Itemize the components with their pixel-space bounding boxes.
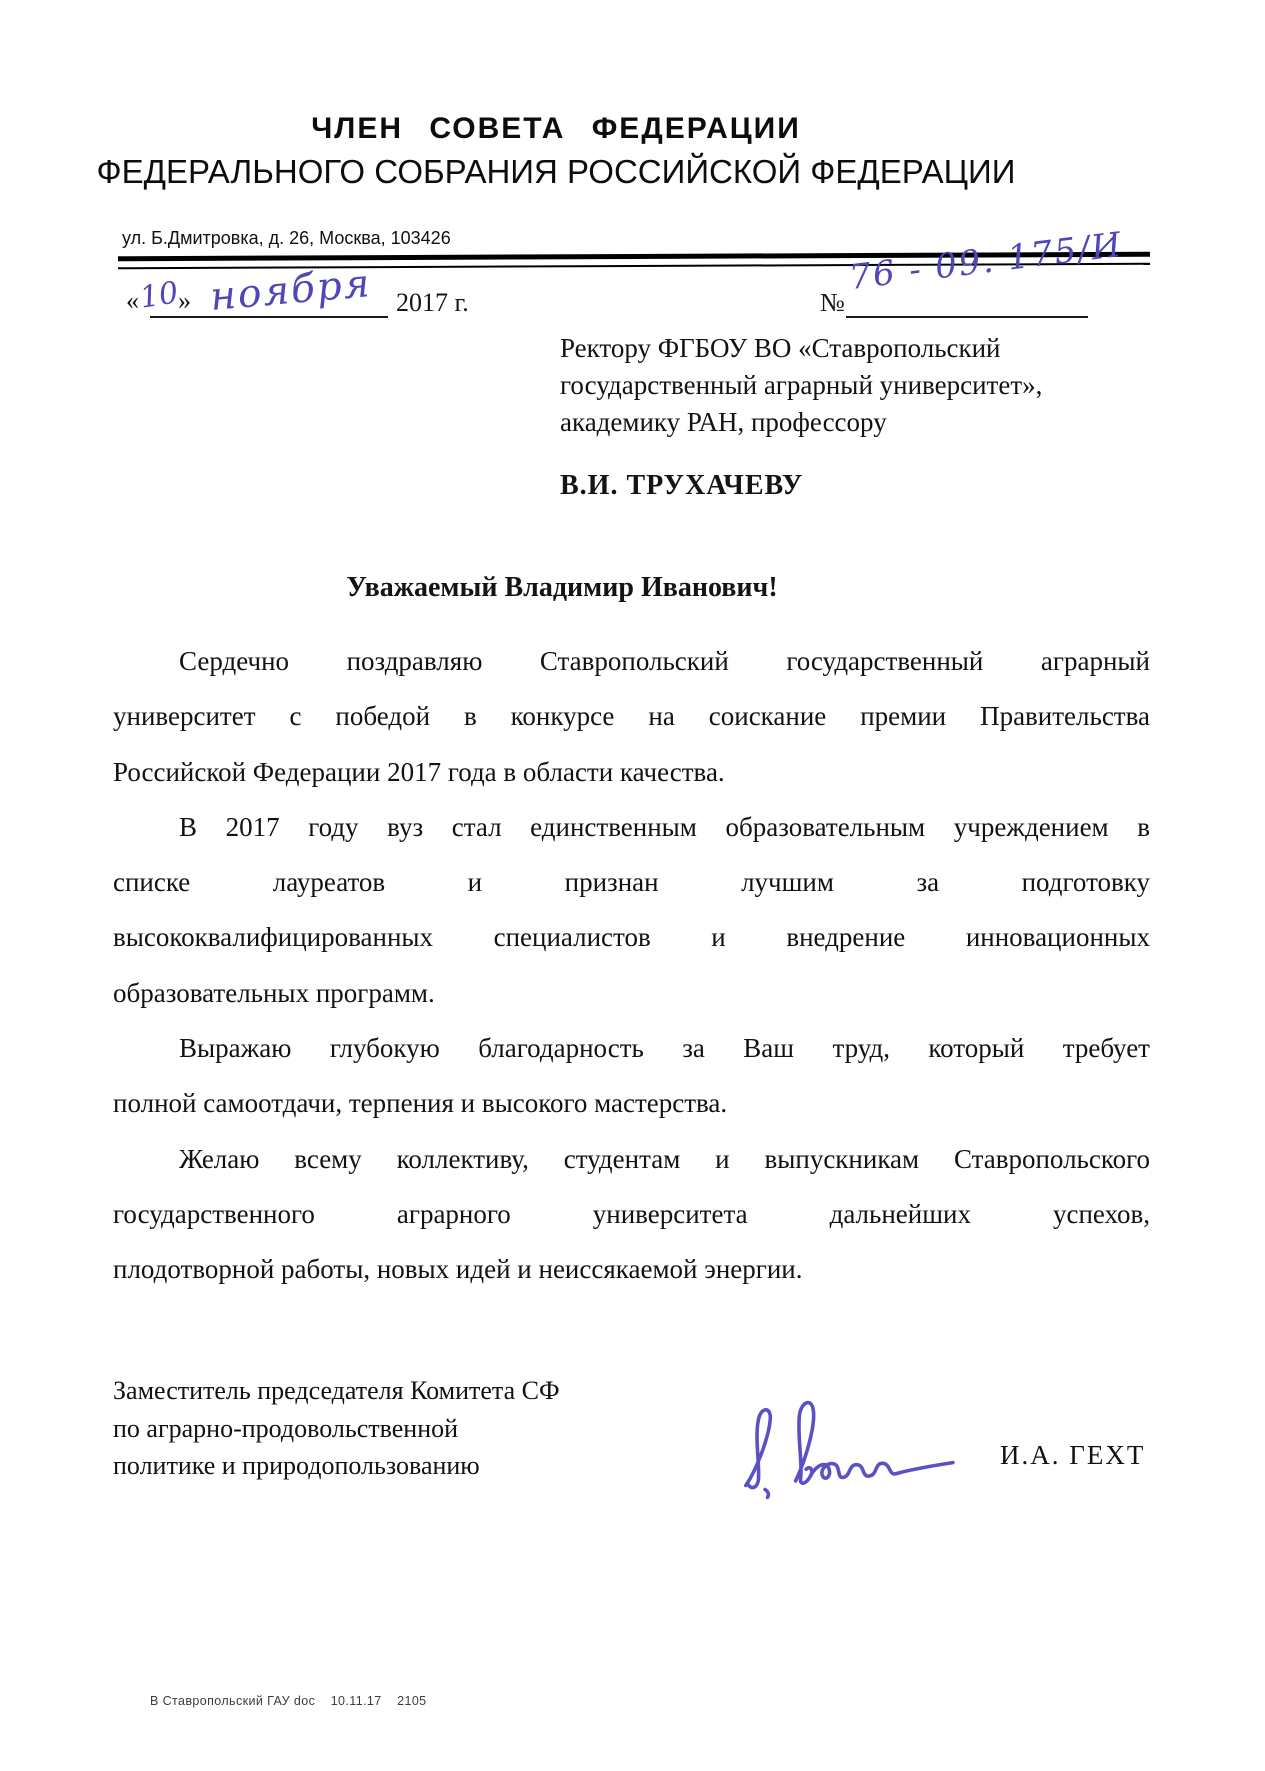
body-line: университет с победой в конкурсе на соискание премии Правительства	[113, 701, 1150, 732]
recipient-line: Ректору ФГБОУ ВО «Ставропольский	[560, 333, 1001, 363]
signer-name: И.А. ГЕХТ	[1000, 1440, 1146, 1470]
signoff-position-block	[113, 1372, 560, 1485]
letterhead-title-line2: ФЕДЕРАЛЬНОГО СОБРАНИЯ РОССИЙСКОЙ ФЕДЕРАЦИИ	[96, 153, 1016, 190]
body-line: Сердечно поздравляю Ставропольский государственный аграрный	[179, 646, 1150, 676]
body-line: высококвалифицированных специалистов и внедрение инновационных	[113, 922, 1150, 953]
number-sign: №	[820, 288, 845, 317]
recipient-line: академику РАН, профессору	[560, 407, 887, 437]
recipient-line: государственный аграрный университет»,	[560, 370, 1043, 400]
signoff-position-line: политике и природопользованию	[113, 1451, 480, 1480]
recipient-block	[560, 330, 1042, 441]
body-line: полной самоотдачи, терпения и высокого мастерства.	[113, 1088, 728, 1119]
body-line: Желаю всему коллективу, студентам и выпускникам Ставропольского	[179, 1143, 1150, 1174]
body-line: Выражаю глубокую благодарность за Ваш труд, который требует	[179, 1033, 1150, 1064]
number-underline	[846, 316, 1088, 318]
salutation: Уважаемый Владимир Иванович!	[346, 572, 778, 603]
body-line: образовательных программ.	[113, 977, 435, 1008]
printed-year: 2017 г.	[396, 288, 469, 317]
handwritten-signature-icon	[729, 1390, 970, 1506]
letterhead	[0, 112, 1112, 191]
recipient-name: В.И. ТРУХАЧЕВУ	[560, 470, 804, 501]
handwritten-number: 76 - 09. 175/И	[847, 224, 1126, 298]
signoff-position-line: по аграрно-продовольственной	[113, 1413, 459, 1443]
handwritten-day: 10	[137, 275, 181, 316]
handwritten-month: ноября	[208, 261, 374, 320]
body-line: плодотворной работы, новых идей и неиссякаемой энергии.	[113, 1254, 803, 1285]
footer-stamp-note: В Ставропольский ГАУ doc 10.11.17 2105	[150, 1694, 427, 1708]
body-line: государственного аграрного университета дальнейших успехов,	[113, 1198, 1150, 1229]
date-underline	[150, 316, 388, 318]
body-line: Российской Федерации 2017 года в области качества.	[113, 756, 725, 787]
signoff-position-line: Заместитель председателя Комитета СФ	[113, 1376, 560, 1405]
date-open-quote: «	[126, 286, 139, 315]
body-line: В 2017 году вуз стал единственным образовательным учреждением в	[179, 811, 1150, 842]
letterhead-address: ул. Б.Дмитровка, д. 26, Москва, 103426	[122, 228, 451, 248]
letter-body	[113, 634, 1150, 1298]
letterhead-title-line1: ЧЛЕН СОВЕТА ФЕДЕРАЦИИ	[311, 112, 801, 145]
body-line: списке лауреатов и признан лучшим за подготовку	[113, 867, 1150, 898]
date-close-quote: »	[178, 286, 191, 315]
